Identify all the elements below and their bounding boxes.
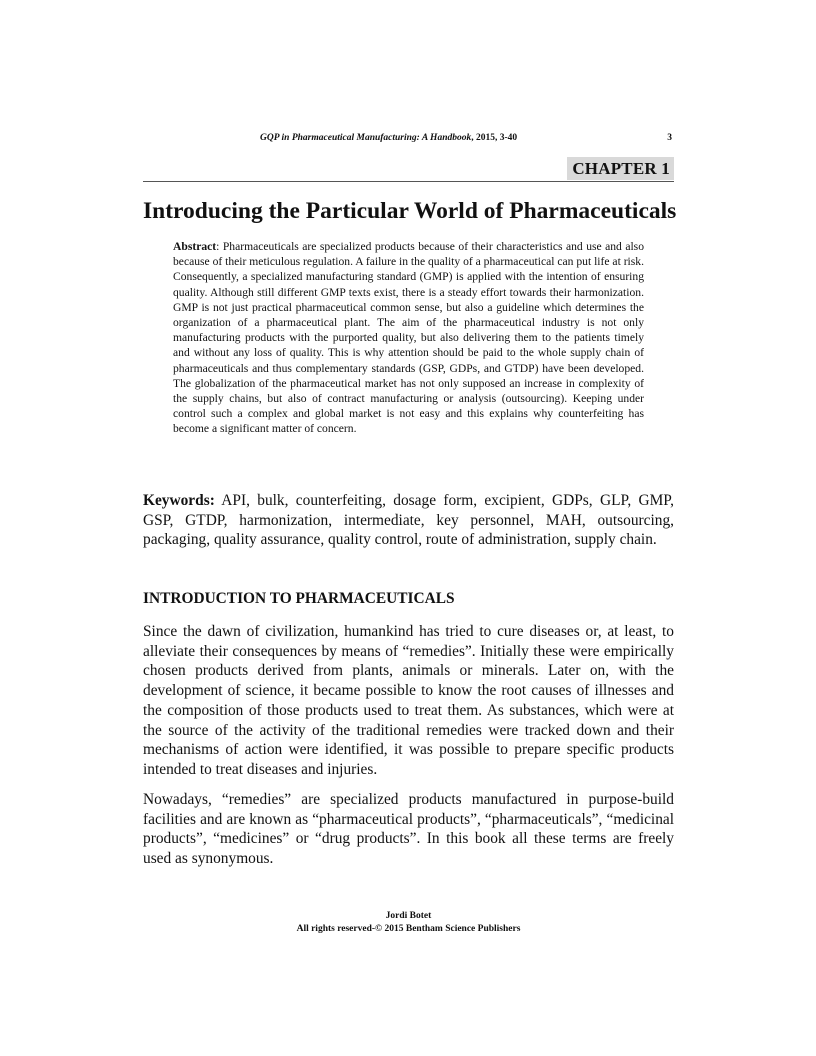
section-heading: INTRODUCTION TO PHARMACEUTICALS xyxy=(143,590,455,607)
body-paragraph: Nowadays, “remedies” are specialized products manufactured in purpose-build facilities and are known as “pharmaceutical products”, “pharmaceuticals”, “medicinal products”, “medicines” or “drug products”. In this book all these terms are freely used as synonymous. xyxy=(143,791,674,868)
page-number: 3 xyxy=(667,133,672,143)
keywords xyxy=(143,491,674,550)
keywords-label: Keywords: xyxy=(143,492,215,509)
journal-citation xyxy=(260,133,517,143)
chapter-title: Introducing the Particular World of Pharmaceuticals xyxy=(143,198,677,224)
abstract-label: Abstract xyxy=(173,240,217,253)
keywords-text: API, bulk, counterfeiting, dosage form, excipient, GDPs, GLP, GMP, GSP, GTDP, harmonization, intermediate, key personnel, MAH, outsourcing, packaging, quality assurance, quality control, route of administration, supply chain. xyxy=(143,492,674,549)
journal-title: GQP in Pharmaceutical Manufacturing: A Handbook xyxy=(260,133,472,143)
chapter-label: CHAPTER 1 xyxy=(567,157,674,180)
journal-meta: , 2015, 3-40 xyxy=(471,133,518,143)
abstract xyxy=(173,239,644,437)
abstract-text: : Pharmaceuticals are specialized products because of their characteristics and use and also because of their meticulous regulation. A failure in the quality of a pharmaceutical can put life at risk. Consequently, a specialized manufacturing standard (GMP) is applied with the intention of ensuring quality. Although still different GMP texts exist, there is a steady effort towards their harmonization. GMP is not just practical pharmaceutical common sense, but also a guideline which determines the organization of a pharmaceutical plant. The aim of the pharmaceutical industry is not only manufacturing products with the purported quality, but also delivering them to the patients timely and without any loss of quality. This is why attention should be paid to the whole supply chain of pharmaceuticals and thus complementary standards (GSP, GDPs, and GTDP) have been developed. The globalization of the pharmaceutical market has not only supposed an increase in complexity of the supply chains, but also of contract manufacturing or analysis (outsourcing). Keeping under control such a complex and global market is not easy and this explains why counterfeiting has become a significant matter of concern. xyxy=(173,240,644,436)
page-footer xyxy=(143,910,674,935)
header-divider xyxy=(143,181,674,182)
footer-author: Jordi Botet xyxy=(385,911,432,921)
body-paragraph: Since the dawn of civilization, humankind has tried to cure diseases or, at least, to alleviate their consequences by means of “remedies”. Initially these were empirically chosen products derived from plants, animals or minerals. Later on, with the development of science, it became possible to know the root causes of illnesses and the composition of those products used to treat them. As substances, which were at the source of the activity of the traditional remedies were tracked down and their mechanisms of action were identified, it was possible to prepare specific products intended to treat diseases and injuries. xyxy=(143,623,674,778)
footer-copyright: All rights reserved-© 2015 Bentham Science Publishers xyxy=(296,923,521,934)
